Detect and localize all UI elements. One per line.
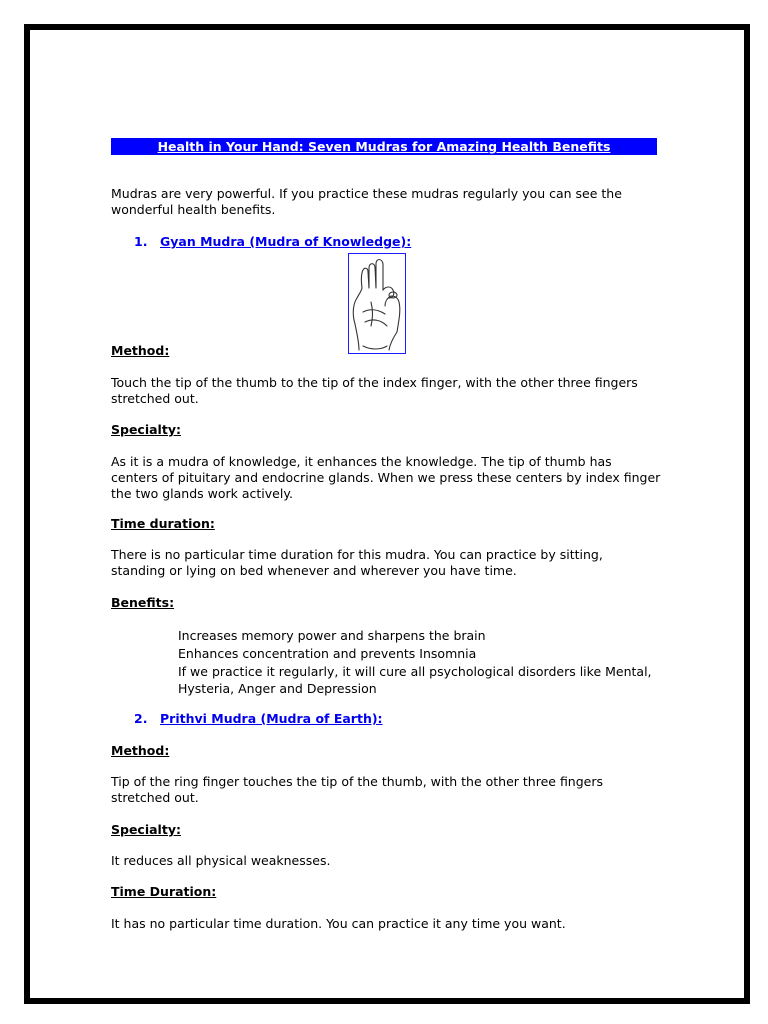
mudra-1-benefits-heading: Benefits: — [111, 595, 175, 610]
mudra-2-method-heading: Method: — [111, 743, 170, 758]
mudra-2-heading[interactable] — [134, 711, 383, 727]
mudra-1-number: 1. — [134, 234, 148, 249]
mudra-2-method-text: Tip of the ring finger touches the tip of the thumb, with the other three fingers stretched out. — [111, 774, 604, 805]
mudra-1-time-heading: Time duration: — [111, 516, 215, 531]
intro-paragraph: Mudras are very powerful. If you practice these mudras regularly you can see the wonderful health benefits. — [111, 186, 622, 217]
mudra-1-specialty-heading: Specialty: — [111, 422, 181, 437]
mudra-1-method-heading: Method: — [111, 343, 170, 358]
mudra-1-method-text: Touch the tip of the thumb to the tip of the index finger, with the other three fingers stretched out. — [111, 375, 638, 406]
benefit-item-1: Increases memory power and sharpens the brain — [178, 628, 486, 643]
mudra-1-time-text: There is no particular time duration for this mudra. You can practice by sitting, standing or lying on bed whenever and wherever you have time. — [111, 547, 603, 578]
benefit-item-2: Enhances concentration and prevents Insomnia — [178, 646, 477, 661]
mudra-1-specialty-text: As it is a mudra of knowledge, it enhances the knowledge. The tip of thumb has centers of pituitary and endocrine glands. When we press these centers by index finger the two glands work actively. — [111, 454, 661, 501]
mudra-2-number: 2. — [134, 711, 148, 726]
mudra-2-specialty-text: It reduces all physical weaknesses. — [111, 853, 331, 868]
mudra-2-link[interactable]: Prithvi Mudra (Mudra of Earth): — [160, 711, 383, 726]
hand-drawing — [349, 254, 405, 353]
mudra-2-time-heading: Time Duration: — [111, 884, 217, 899]
mudra-1-link[interactable]: Gyan Mudra (Mudra of Knowledge): — [160, 234, 412, 249]
benefit-item-3: If we practice it regularly, it will cure all psychological disorders like Mental, Hysteria, Anger and Depression — [178, 664, 652, 696]
document-title: Health in Your Hand: Seven Mudras for Amazing Health Benefits — [111, 138, 657, 155]
mudra-2-time-text: It has no particular time duration. You can practice it any time you want. — [111, 916, 566, 931]
mudra-2-specialty-heading: Specialty: — [111, 822, 181, 837]
mudra-1-heading[interactable] — [134, 234, 411, 250]
hand-gyan-mudra-illustration-icon — [348, 253, 406, 354]
